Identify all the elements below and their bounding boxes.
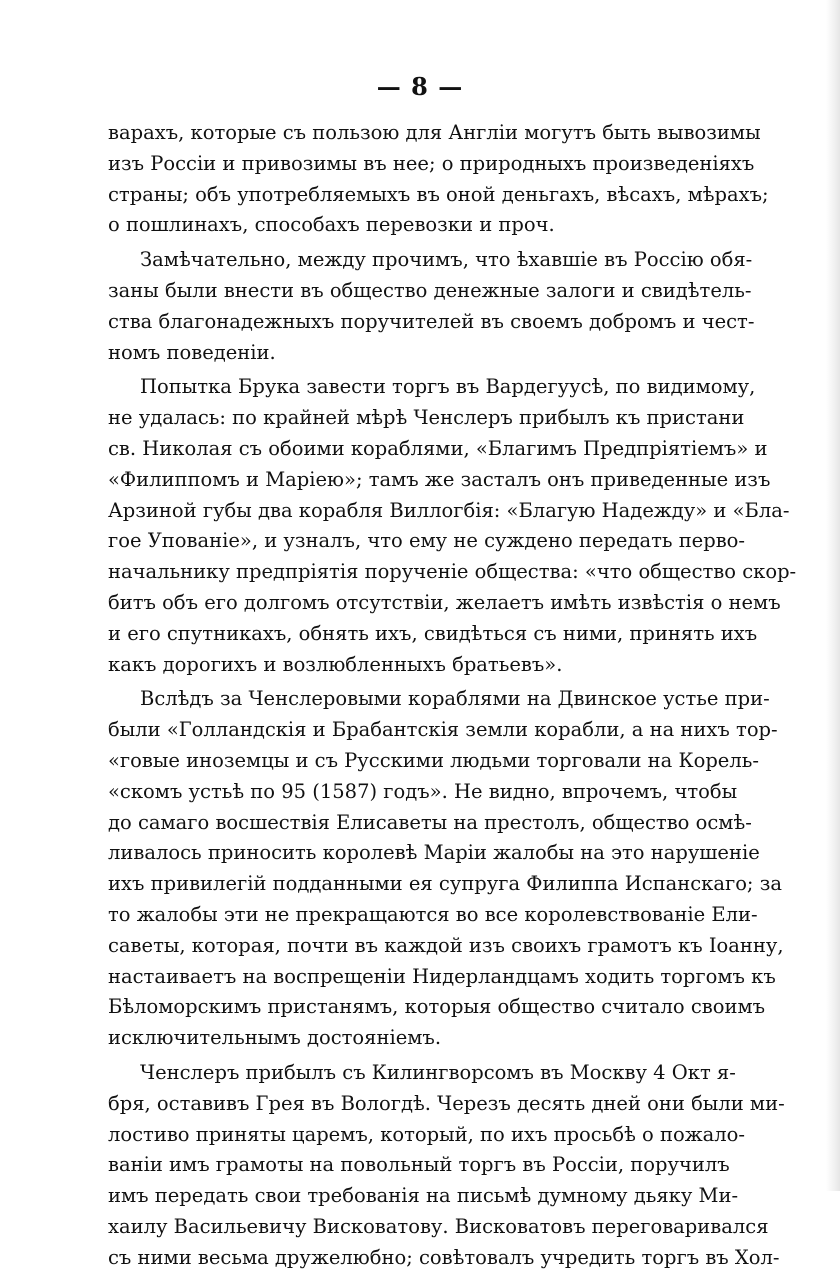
text-line: не удалась: по крайней мѣрѣ Ченслеръ прибылъ къ пристани <box>108 406 745 430</box>
text-line: Замѣчательно, между прочимъ, что ѣхавшіе въ Россію обя- <box>140 248 753 272</box>
text-line: св. Николая съ обоими кораблями, «Благимъ Предпріятіемъ» и <box>108 436 768 460</box>
paragraph <box>108 245 755 368</box>
text-line: гое Упованіе», и узналъ, что ему не суждено передать перво- <box>108 529 746 553</box>
text-line: ваніи имъ грамоты на повольный торгъ въ Россіи, поручилъ <box>108 1153 730 1177</box>
text-line: начальнику предпріятія порученіе общества: «что общество скор- <box>108 560 797 584</box>
text-line: настаиваетъ на воспрещеніи Нидерландцамъ ходить торгомъ къ <box>108 964 776 988</box>
text-line: страны; объ употребляемыхъ въ оной деньгахъ, вѣсахъ, мѣрахъ; <box>108 182 769 206</box>
text-line: о пошлинахъ, способахъ перевозки и проч. <box>108 213 555 237</box>
text-line: лостиво приняты царемъ, который, по ихъ просьбѣ о пожало- <box>108 1122 745 1146</box>
text-line: Вслѣдъ за Ченслеровыми кораблями на Двинское устье при- <box>140 687 770 711</box>
text-line: варахъ, которые съ пользою для Англіи могутъ быть вывозимы <box>108 121 761 144</box>
paragraph <box>108 118 769 241</box>
text-line: ливалось приносить королевѣ Маріи жалобы на это нарушеніе <box>108 841 760 865</box>
text-line: то жалобы эти не прекращаются во все королевствованіе Ели- <box>108 902 758 926</box>
text-line: какъ дорогихъ и возлюбленныхъ братьевъ». <box>108 652 563 676</box>
text-line: Ченслеръ прибылъ съ Килингворсомъ въ Москву 4 Окт я- <box>140 1060 736 1084</box>
text-line: «Филиппомъ и Маріею»; тамъ же засталъ онъ приведенные изъ <box>108 467 771 491</box>
text-line: имъ передать свои требованія на письмѣ думному дьяку Ми- <box>108 1184 739 1208</box>
body-text <box>108 118 797 1277</box>
text-line: «скомъ устьѣ по 95 (1587) годъ». Не видно, впрочемъ, чтобы <box>108 779 738 803</box>
text-line: ихъ привилегій подданными ея супруга Филиппа Испанскаго; за <box>108 872 782 896</box>
text-line: изъ Россіи и привозимы въ нее; о природныхъ произведеніяхъ <box>108 151 755 175</box>
text-line: Арзиной губы два корабля Виллогбія: «Благую Надежду» и «Бла- <box>108 498 790 522</box>
paragraph <box>108 684 784 1054</box>
text-line: бря, оставивъ Грея въ Вологдѣ. Черезъ десять дней они были ми- <box>108 1091 785 1115</box>
text-line: съ ними весьма дружелюбно; совѣтовалъ учредить торгъ въ Хол- <box>108 1245 780 1269</box>
text-line: ства благонадежныхъ поручителей въ своемъ добромъ и чест- <box>108 309 755 333</box>
paragraph <box>108 372 797 680</box>
text-line: битъ объ его долгомъ отсутствіи, желаетъ имѣть извѣстія о немъ <box>108 590 781 614</box>
text-line: «говые иноземцы и съ Русскими людьми торговали на Корель- <box>108 748 759 772</box>
text-line: саветы, которая, почти въ каждой изъ своихъ грамотъ къ Іоанну, <box>108 933 784 957</box>
page-number: — 8 — <box>376 72 464 101</box>
paragraph <box>108 1058 785 1274</box>
text-line: номъ поведеніи. <box>108 340 276 364</box>
text-line: Бѣломорскимъ пристанямъ, которыя общество считало своимъ <box>108 995 766 1019</box>
page-edge-shadow <box>826 0 840 1191</box>
text-line: до самаго восшествія Елисаветы на престолъ, общество осмѣ- <box>108 810 752 834</box>
text-line: были «Голландскія и Брабантскія земли корабли, а на нихъ тор- <box>108 718 778 742</box>
text-line: Попытка Брука завести торгъ въ Вардегуусѣ, по видимому, <box>140 375 756 399</box>
text-line: заны были внести въ общество денежные залоги и свидѣтель- <box>108 278 752 302</box>
text-line: хаилу Васильевичу Висковатову. Висковатовъ переговаривался <box>108 1214 769 1238</box>
text-line: и его спутникахъ, обнять ихъ, свидѣться съ ними, принять ихъ <box>108 621 758 645</box>
text-line: исключительнымъ достояніемъ. <box>108 1026 442 1050</box>
